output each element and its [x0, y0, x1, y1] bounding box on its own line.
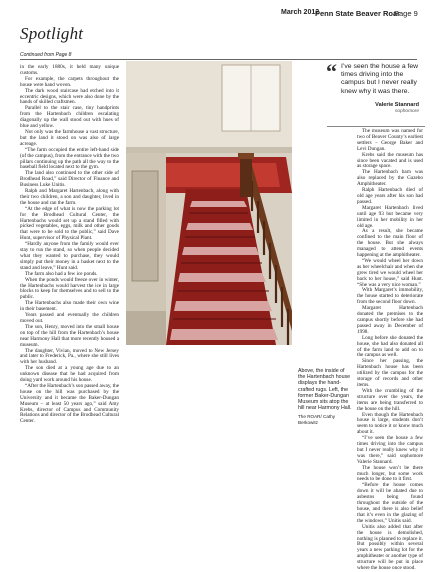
article-column-right [357, 128, 423, 572]
article-paragraph: Margaret Hartenbach lived until age 93 but became very limited in her mobility in her old age. [357, 204, 423, 229]
photo-caption [298, 368, 353, 425]
article-paragraph: The son died at a young age due to an unknown disease that he had acquired from doing yard work around his house. [20, 365, 119, 384]
header-rule [20, 59, 417, 60]
article-paragraph: “After the Hartenbach’s son passed away, the house on the hill was purchased by the University and it became the Baker-Dungan Museum – at least 50 years ago,” said Amy Krebs, director of Campus and Community Relations and director of the Brodhead Cultural Center. [20, 382, 120, 425]
section-title: Spotlight [20, 24, 84, 43]
article-paragraph: Parallel to the stair case, tiny handprints from the Hartenbach children escalating diagonally up the wall stood out with hues of blue and yellow. [20, 105, 119, 130]
article-paragraph: The daughter, Vivian, moved to New Jersey and later to Frederick, Pa., where she still lives with her husband. [20, 347, 119, 366]
pull-quote-attribution: Valerie Stannard [375, 102, 419, 108]
article-paragraph: The farm also had a few ice ponds. [25, 270, 98, 277]
article-paragraph: Krebs said the museum has since been vacated and is used as storage space. [357, 151, 423, 170]
article-paragraph: With the crumbling of the structure over the years, the items are being transferred to the house on the hill. [357, 387, 423, 412]
article-paragraph: As a result, she became confined to the main floor of the house. But she always managed to attend events happening at the amphitheater. [357, 228, 423, 259]
staircase-illustration [126, 61, 292, 345]
page-number: Page 9 [394, 8, 418, 18]
article-paragraph: Margaret Hartenbach donated the premises to the campus shortly before she had passed away in December of 1998. [357, 305, 423, 335]
article-column-left [20, 65, 119, 475]
staircase-photo [126, 61, 292, 345]
article-paragraph: With Margaret’s immobility, the house started to deteriorate from the second floor down. [357, 287, 423, 306]
caption-text: Above, the inside of the Hartenbach house displays the hand-crafted rugs. Left, the former Baker-Dungan Museum sits atop the hill near Harmony Hall. [298, 368, 352, 412]
article-paragraph: Even though the Hartenbach house is large, students don’t seem to notice it or know much about it. [357, 411, 423, 436]
quote-mark-icon: “ [326, 59, 337, 84]
article-paragraph: Since her passing, the Hartenbach house has been utilized by the campus for the storage of records and other items. [357, 358, 423, 388]
article-paragraph: “The farm occupied the entire left-hand side (of the campus), from the entrance with the two pillars continuing up the path all the way to the baseball field located next to the gym. [20, 146, 119, 171]
issue-date: March 2012 [281, 9, 320, 16]
article-paragraph: For example, the carpets throughout the house were hand woven. [20, 75, 119, 88]
article-paragraph: The dark wood staircase had etched into it eccentric designs, which were also done by the hands of skilled craftsmen. [20, 87, 119, 106]
article-paragraph: “I’ve seen the house a few times driving into the campus but I never really knew why it was there,” said sophomore Valerie Stannard. [357, 435, 423, 465]
continued-note: Continued from Page 8 [20, 52, 72, 58]
article-paragraph: Unitis also added that after the house is demolished, nothing is planned to replace it. But possibly within several years a new parking lot for the amphitheater or another type of structure will be put in place where the house once stood. [357, 523, 423, 572]
photo-credit: The ROAR/ Cathy Berkowitz [298, 414, 336, 425]
article-paragraph: When the ponds would freeze over in winter, the Hartenbachs would harvest the ice in large blocks to keep for themselves and to sell to the public. [20, 276, 119, 301]
article-paragraph: The Hartenbach barn was also replaced by the Gazebo Amphitheater. [357, 169, 423, 188]
pull-quote [327, 61, 425, 121]
article-paragraph: “Hardly anyone from the family would ever stay to run the stand, so when people decided what they wanted to purchase, they would simply put their money in a basket next to the stand and leave,” Hunt said. [20, 241, 119, 271]
article-paragraph: “At the edge of what is now the parking lot for the Brodhead Cultural Center, the Hartenbachs would set up a stand filled with picked vegetables, eggs, milk and other goods that were to be sold to the public,” said Dave Hunt, supervisor of Physical Plant. [20, 205, 119, 242]
article-paragraph: Years passed and eventually the children moved out. [20, 312, 119, 324]
article-paragraph: Long before she donated the house, she had also donated all of the farm land to add on to the campus as well. [357, 334, 423, 359]
pull-quote-role: sophomore [395, 109, 419, 114]
pull-quote-rule [327, 126, 425, 127]
article-paragraph: “We would wheel her down as her wheelchair and when she grew tired we would wheel her back to her house,” said Hunt. “She was a very nice woman.” [357, 257, 423, 288]
article-paragraph: Not only was the farmhouse a vast structure, but the land it stood on was also of large acreage. [20, 128, 119, 147]
article-paragraph: “Before the house comes down it will be abated due to asbestos being found throughout the outside of the house, and there is also belief that it’s even in the glazing of the windows,” Unitis said. [357, 482, 423, 524]
article-paragraph: The son, Henry, moved into the small house on top of the hill from the Hartenbach’s house near Harmony Hall that more recently housed a museum. [20, 323, 119, 348]
article-paragraph: in the early 1880s, it held many unique customs. [20, 64, 119, 76]
article-paragraph: The museum was named for two of Beaver County’s earliest settlers – George Baker and Levi Dungan. [357, 128, 423, 152]
article-paragraph: The land also continued to the other side of Brodhead Road,” said Director of Finance and Business Luke Unitis. [20, 170, 119, 189]
page-header [0, 0, 438, 22]
pull-quote-text: I’ve seen the house a few times driving into the campus but I never really knew why it was there. [341, 63, 419, 95]
publication-name: Penn State Beaver Roar [315, 8, 401, 18]
article-paragraph: Ralph Hartenbach died of old age years after his son had passed. [357, 187, 423, 205]
article-paragraph: Ralph and Margaret Hartenbach, along with their two children, a son and daughter, lived in the house and ran the farm. [20, 188, 119, 206]
article-paragraph: The house won’t be there much longer, but some work needs to be done to it first. [357, 464, 423, 483]
article-paragraph: The Hartenbachs also made their own wine in their basement. [20, 300, 119, 313]
